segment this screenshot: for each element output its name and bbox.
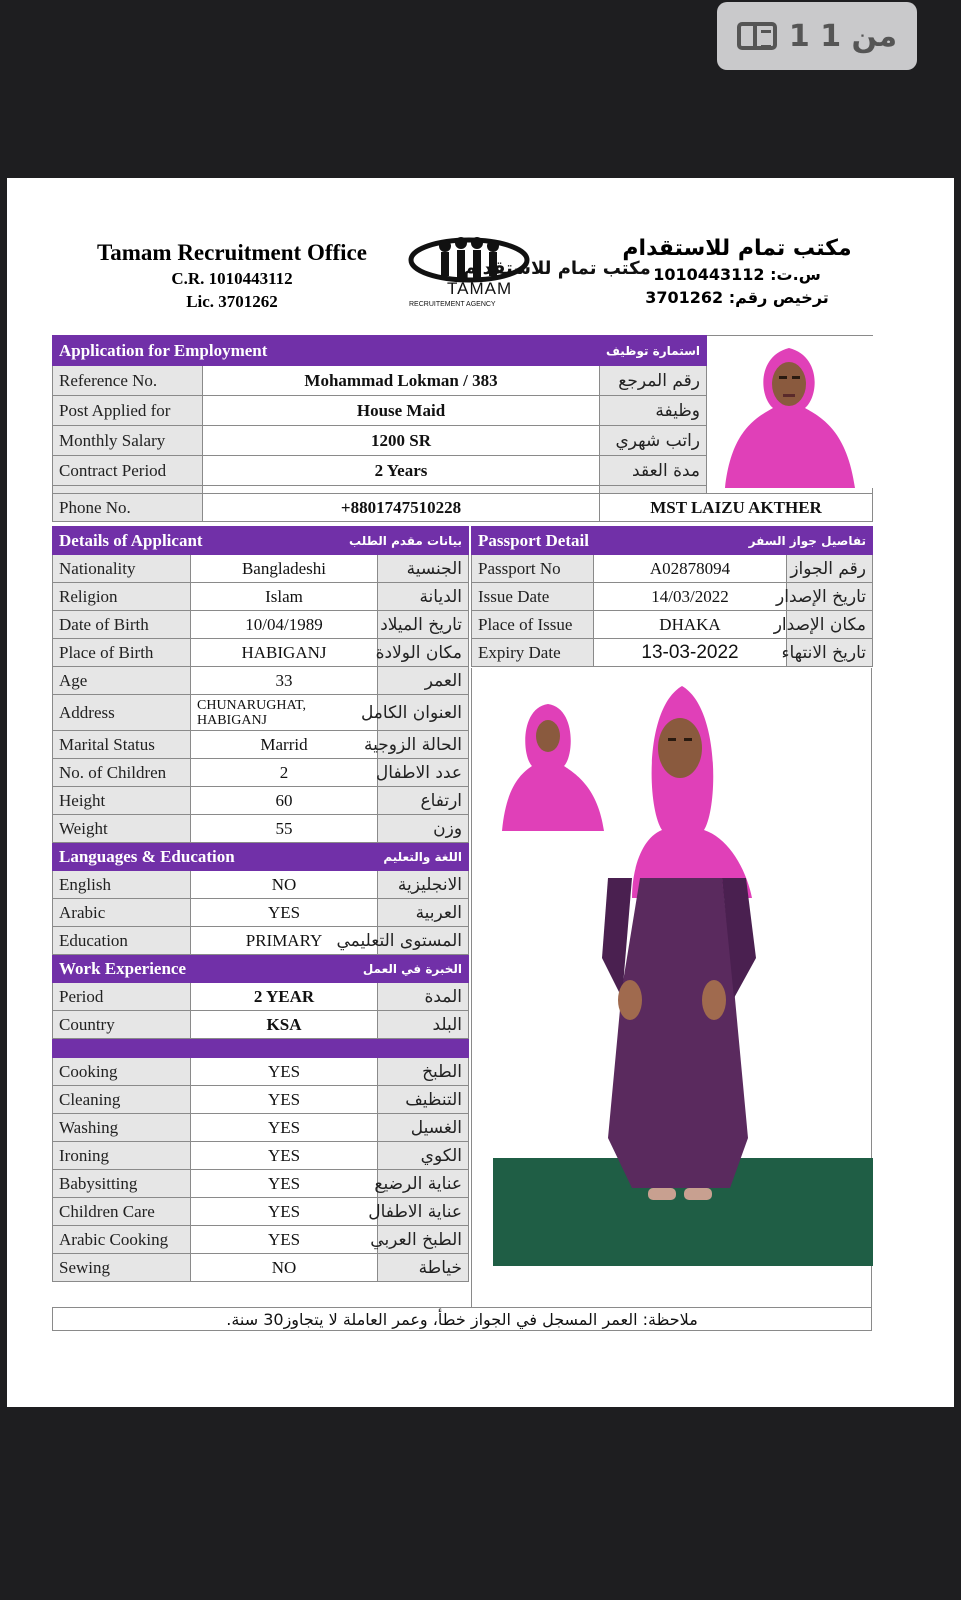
page-indicator-text: 1 من 1: [788, 18, 898, 54]
skill-row: Arabic Cooking YES الطبخ العربي: [53, 1226, 469, 1254]
applicant-row: Religion Islam الديانة: [53, 583, 469, 611]
license-number-ar: ترخيص رقم: 3701262: [645, 288, 829, 307]
skill-row: Washing YES الغسيل: [53, 1114, 469, 1142]
language-row: English NO الانجليزية: [53, 871, 469, 899]
application-header: Application for Employment استمارة توظيف: [53, 336, 873, 366]
note-text: ملاحظة: العمر المسجل في الجواز خطأ، وعمر العاملة لا يتجاوز30 سنة.: [52, 1307, 872, 1331]
header-left: [82, 240, 382, 312]
tamam-logo: [407, 234, 651, 312]
applicant-row: No. of Children 2 عدد الاطفال: [53, 759, 469, 787]
skill-row: Sewing NO خياطة: [53, 1254, 469, 1282]
page-indicator[interactable]: [717, 2, 917, 70]
skills-header: [53, 1039, 469, 1058]
applicant-details-table: Details of Applicant بيانات مقدم الطلب Nationality Bangladeshi الجنسية Religion Islam الديانة Date of Birth 10/04/1989 تاريخ الميلاد Place of Birth HABIGANJ مكان الولادة Age 33 العمر Address CHUNARUGHAT, HABIGANJ العنوان الكامل Marital Status Marrid الحالة الزوجية No. of Children 2 عدد الاطفال Height 60 ارتفاع Weight 55 وزن Languages & Education اللغة والتعليم English NO الانجليزية Arabic YES العربية Education PRIMARY المستوى التعليمي Work Experience الخبرة في العمل Period 2 YEAR المدة Country KSA البلد Cooking YES الطبخ Cleaning YES التنظيف Washing YES الغسيل Ironing YES الكوي Babysitting YES عناية الرضيع Children Care YES عناية الاطفال Arabic Cooking YES الطبخ العربي Sewing NO خياطة: [52, 526, 469, 1282]
passport-row: Place of Issue DHAKA مكان الإصدار: [472, 611, 873, 639]
portrait-photo-cell: [707, 336, 873, 494]
phone-row: [53, 494, 873, 522]
sidebar-icon[interactable]: [737, 22, 777, 50]
phone-label: Phone No.: [53, 494, 203, 522]
applicant-row: Marital Status Marrid الحالة الزوجية: [53, 731, 469, 759]
skill-row: Children Care YES عناية الاطفال: [53, 1198, 469, 1226]
experience-header: Work Experience الخبرة في العمل: [53, 955, 469, 983]
full-body-photo: [472, 668, 871, 1307]
applicant-row: Nationality Bangladeshi الجنسية: [53, 555, 469, 583]
applicant-row: Date of Birth 10/04/1989 تاريخ الميلاد: [53, 611, 469, 639]
application-row: Monthly Salary 1200 SR راتب شهري: [53, 426, 873, 456]
application-row: Contract Period 2 Years مدة العقد: [53, 456, 873, 486]
cr-number-ar: س.ت: 1010443112: [653, 265, 821, 284]
language-row: Education PRIMARY المستوى التعليمي: [53, 927, 469, 955]
passport-row: Issue Date 14/03/2022 تاريخ الإصدار: [472, 583, 873, 611]
passport-row: Expiry Date 13-03-2022 تاريخ الانتهاء: [472, 639, 873, 667]
applicant-name: MST LAIZU AKTHER: [600, 494, 873, 522]
application-table: [52, 335, 873, 522]
skill-row: Babysitting YES عناية الرضيع: [53, 1170, 469, 1198]
application-row: Reference No. Mohammad Lokman / 383 رقم المرجع: [53, 366, 873, 396]
photos-area: [471, 668, 872, 1307]
header-right: [622, 236, 852, 307]
cr-number-en: C.R. 1010443112: [171, 269, 293, 288]
applicant-row: Age 33 العمر: [53, 667, 469, 695]
languages-header: Languages & Education اللغة والتعليم: [53, 843, 469, 871]
passport-row: Passport No A02878094 رقم الجواز: [472, 555, 873, 583]
office-title-en: Tamam Recruitment Office: [97, 240, 367, 265]
experience-row: Period 2 YEAR المدة: [53, 983, 469, 1011]
portrait-photo: [707, 336, 873, 488]
applicant-row: Address CHUNARUGHAT, HABIGANJ العنوان الكامل: [53, 695, 469, 731]
applicant-row: Weight 55 وزن: [53, 815, 469, 843]
logo-arabic-text: مكتب تمام للاستقدام: [463, 258, 651, 279]
application-document: [7, 178, 954, 1407]
skill-row: Ironing YES الكوي: [53, 1142, 469, 1170]
language-row: Arabic YES العربية: [53, 899, 469, 927]
experience-row: Country KSA البلد: [53, 1011, 469, 1039]
application-row: Post Applied for House Maid وظيفة: [53, 396, 873, 426]
office-title-ar: مكتب تمام للاستقدام: [622, 236, 852, 261]
skill-row: Cooking YES الطبخ: [53, 1058, 469, 1086]
phone-value: +8801747510228: [203, 494, 600, 522]
applicant-row: Place of Birth HABIGANJ مكان الولادة: [53, 639, 469, 667]
logo-subtitle: RECRUITEMENT AGENCY: [409, 301, 496, 308]
logo-english-text: TAMAM: [447, 279, 513, 298]
skill-row: Cleaning YES التنظيف: [53, 1086, 469, 1114]
license-number-en: Lic. 3701262: [186, 292, 278, 311]
applicant-row: Height 60 ارتفاع: [53, 787, 469, 815]
passport-table: Passport Detail تفاصيل جواز السفر Passport No A02878094 رقم الجواز Issue Date 14/03/2022 تاريخ الإصدار Place of Issue DHAKA مكان الإصدار Expiry Date 13-03-2022 تاريخ الانتهاء: [471, 526, 873, 667]
